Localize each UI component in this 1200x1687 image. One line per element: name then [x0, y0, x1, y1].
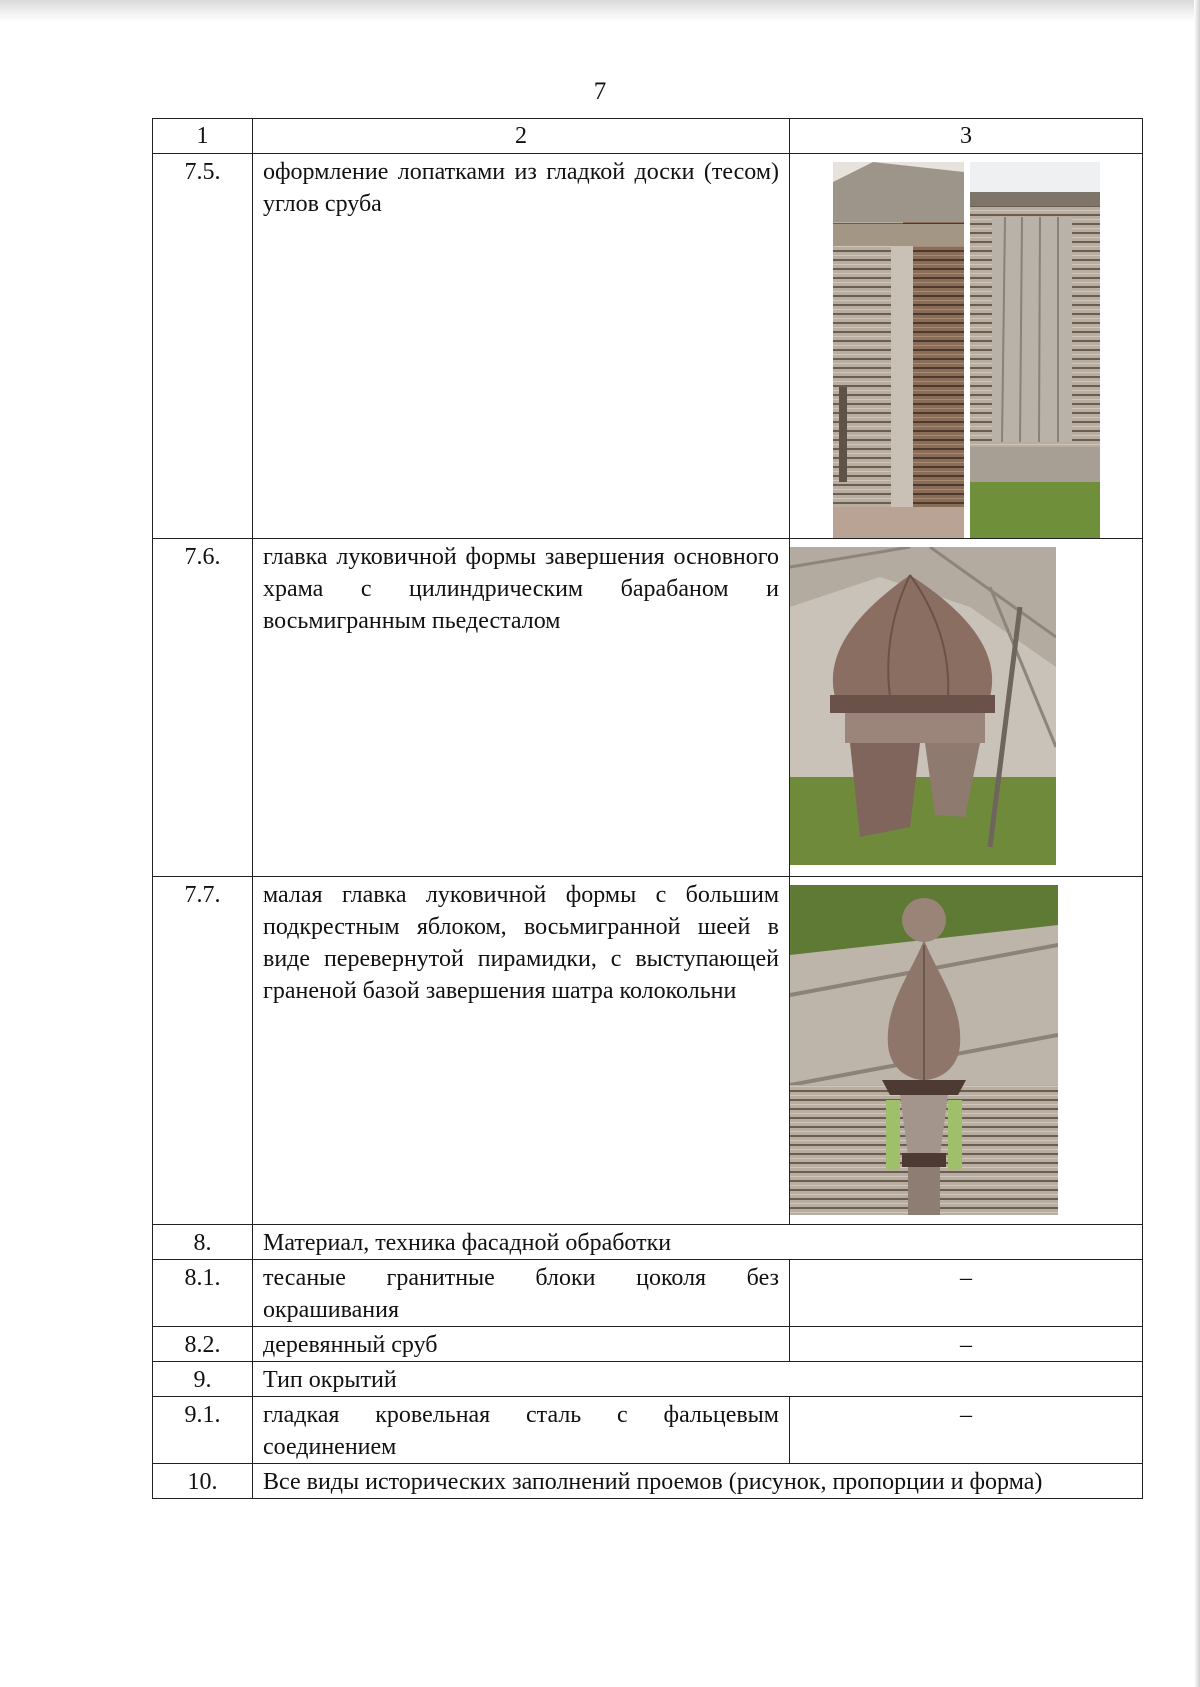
- table-row: [153, 154, 1143, 539]
- row-photos: [790, 539, 1143, 877]
- table-header-row: [153, 119, 1143, 154]
- scan-edge-top: [0, 0, 1200, 22]
- section-heading: Материал, техника фасадной обработки: [253, 1225, 1143, 1260]
- row-number: 7.7.: [153, 877, 253, 1225]
- column-header-3: 3: [790, 119, 1143, 154]
- row-number: 9.1.: [153, 1397, 253, 1464]
- wooden-frame-corner-photo: [833, 162, 964, 538]
- row-number: 9.: [153, 1362, 253, 1397]
- row-description: деревянный сруб: [253, 1327, 790, 1362]
- table-row: [153, 1397, 1143, 1464]
- table-row: [153, 1260, 1143, 1327]
- table-row: [153, 1464, 1143, 1499]
- row-description: малая главка луковичной формы с большим подкрестным яблоком, восьмигранной шеей в виде перевернутой пирамидки, с выступающей граненой базой завершения шатра колокольни: [253, 877, 790, 1225]
- page-number: 7: [593, 78, 607, 105]
- onion-dome-photo: [790, 547, 1056, 865]
- table-row: [153, 1362, 1143, 1397]
- row-number: 7.5.: [153, 154, 253, 539]
- wooden-wall-planks-photo: [970, 162, 1100, 538]
- row-description: главка луковичной формы завершения основного храма с цилиндрическим барабаном и восьмигранным пьедесталом: [253, 539, 790, 877]
- row-number: 10.: [153, 1464, 253, 1499]
- table-row: [153, 1327, 1143, 1362]
- row-number: 8.: [153, 1225, 253, 1260]
- row-photos: [790, 154, 1143, 539]
- section-heading: Все виды исторических заполнений проемов (рисунок, пропорции и форма): [253, 1464, 1143, 1499]
- row-description: гладкая кровельная сталь с фальцевым соединением: [253, 1397, 790, 1464]
- table-row: [153, 877, 1143, 1225]
- row-value: –: [790, 1397, 1143, 1464]
- features-table: [152, 118, 1143, 1499]
- column-header-2: 2: [253, 119, 790, 154]
- row-number: 8.1.: [153, 1260, 253, 1327]
- section-heading: Тип окрытий: [253, 1362, 1143, 1397]
- table-row: [153, 1225, 1143, 1260]
- row-number: 7.6.: [153, 539, 253, 877]
- row-value: –: [790, 1260, 1143, 1327]
- scan-edge-right: [1194, 0, 1200, 1687]
- row-description: оформление лопатками из гладкой доски (тесом) углов сруба: [253, 154, 790, 539]
- small-dome-photo: [790, 885, 1058, 1215]
- column-header-1: 1: [153, 119, 253, 154]
- table-row: [153, 539, 1143, 877]
- row-photos: [790, 877, 1143, 1225]
- row-value: –: [790, 1327, 1143, 1362]
- row-number: 8.2.: [153, 1327, 253, 1362]
- row-description: тесаные гранитные блоки цоколя без окрашивания: [253, 1260, 790, 1327]
